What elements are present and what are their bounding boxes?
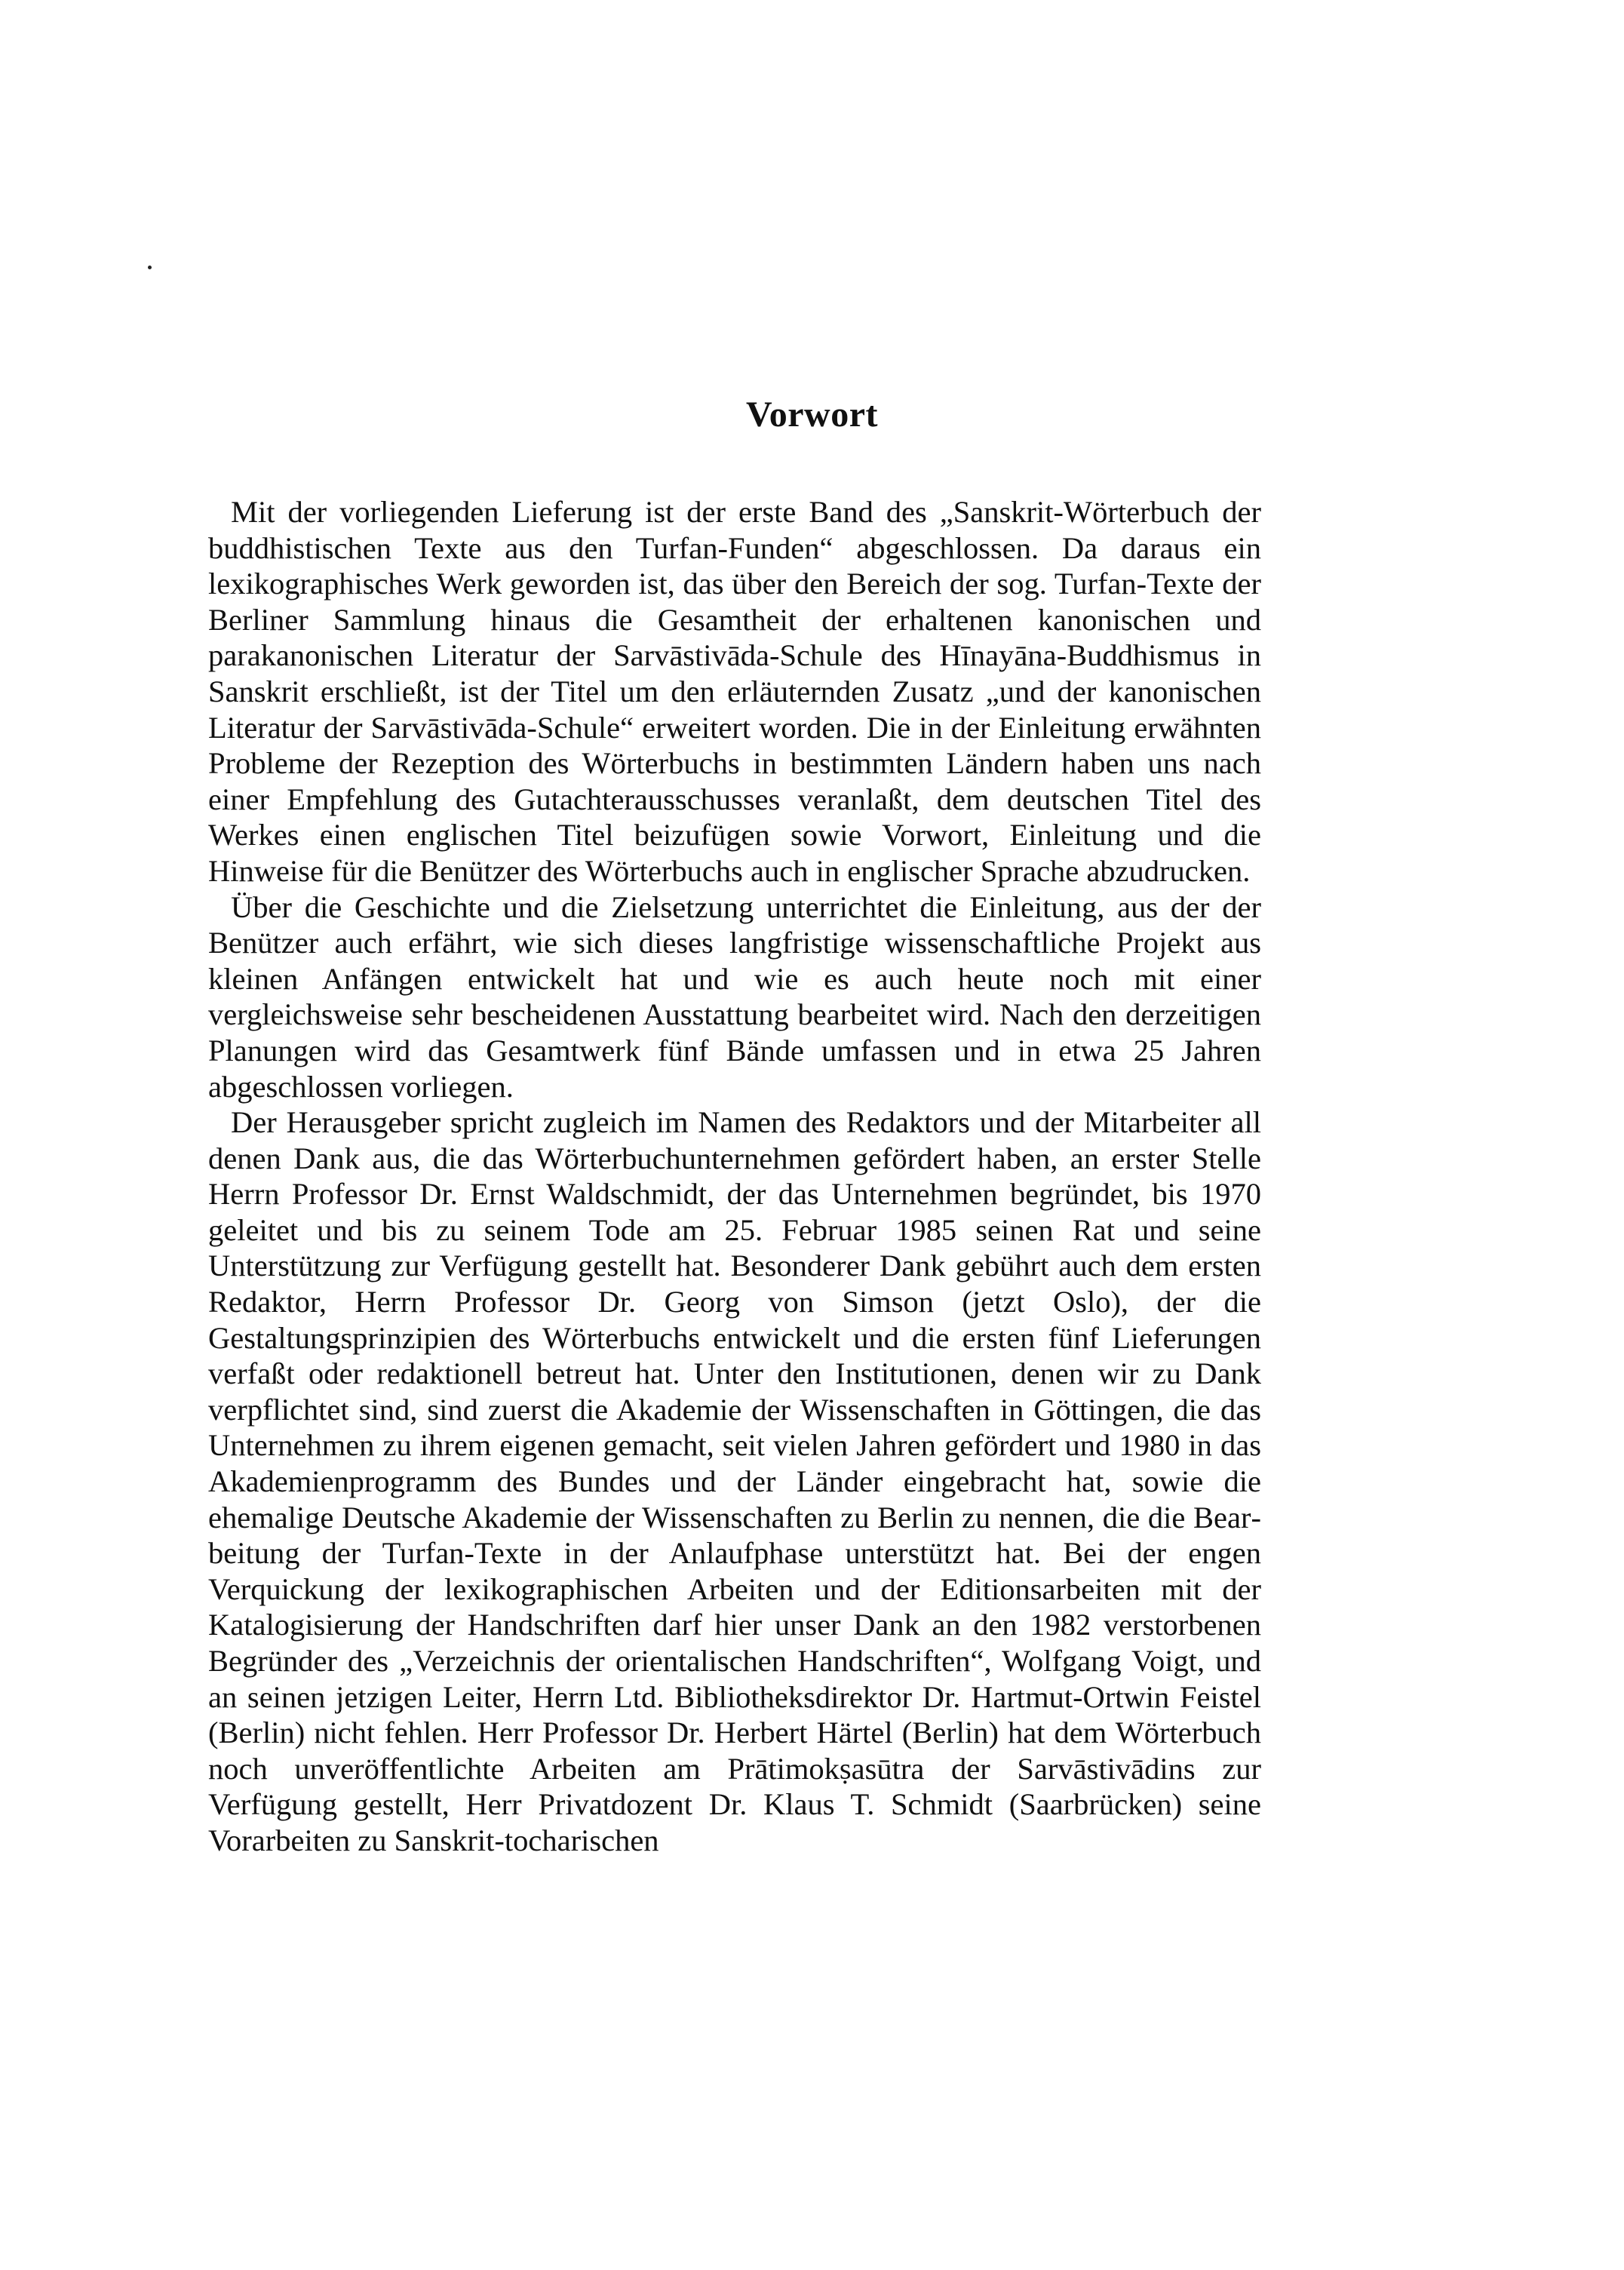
scan-speck: [148, 266, 152, 269]
paragraph-3: Der Herausgeber spricht zugleich im Namen des Redaktors und der Mitarbeiter all denen Dank aus, die das Wörterbuchunternehmen gefördert haben, an erster Stelle Herrn Professor Dr. Ernst Waldschmidt, der das Unternehmen begründet, bis 1970 geleitet und bis zu seinem Tode am 25. Februar 1985 seinen Rat und seine Unterstützung zur Verfügung gestellt hat. Besonderer Dank gebührt auch dem ersten Redaktor, Herrn Professor Dr. Georg von Simson (jetzt Oslo), der die Gestaltungsprinzipien des Wörterbuchs entwickelt und die ersten fünf Lieferungen verfaßt oder redaktionell betreut hat. Unter den Institutionen, denen wir zu Dank verpflichtet sind, sind zuerst die Akademie der Wissenschaften in Göttingen, die das Unternehmen zu ihrem eigenen gemacht, seit vielen Jahren gefördert und 1980 in das Akademienprogramm des Bundes und der Länder eingebracht hat, sowie die ehemalige Deutsche Akademie der Wissenschaften zu Berlin zu nennen, die die Bearbeitung der Turfan-Texte in der Anlaufphase unterstützt hat. Bei der engen Verquickung der lexikographischen Arbeiten und der Editionsarbeiten mit der Katalogisierung der Handschriften darf hier unser Dank an den 1982 verstorbenen Begründer des „Verzeichnis der orientalischen Handschriften“, Wolfgang Voigt, und an seinen jetzigen Leiter, Herrn Ltd. Bibliotheksdirektor Dr. Hartmut-Ortwin Feistel (Berlin) nicht fehlen. Herr Professor Dr. Herbert Härtel (Berlin) hat dem Wörterbuch noch unveröffentlichte Arbeiten am Prātimokṣasūtra der Sarvāstivādins zur Verfügung gestellt, Herr Privatdozent Dr. Klaus T. Schmidt (Saarbrücken) seine Vorarbeiten zu Sanskrit-tocharischen: [208, 1105, 1261, 1857]
page-title: Vorwort: [745, 395, 878, 435]
paragraph-2: Über die Geschichte und die Zielsetzung unterrichtet die Einleitung, aus der der Benützer auch erfährt, wie sich dieses langfristige wissenschaftliche Projekt aus kleinen Anfängen entwickelt hat und wie es auch heute noch mit einer vergleichsweise sehr bescheidenen Ausstattung bearbeitet wird. Nach den derzeitigen Planungen wird das Gesamtwerk fünf Bände umfassen und in etwa 25 Jahren abgeschlossen vorliegen.: [208, 889, 1261, 1104]
page-bottom-margin: [0, 2262, 1624, 2270]
paragraph-1: Mit der vorliegenden Lieferung ist der erste Band des „Sanskrit-Wörterbuch der buddhistischen Texte aus den Turfan-Funden“ abgeschlossen. Da daraus ein lexikographisches Werk geworden ist, das über den Bereich der sog. Turfan-Texte der Berliner Sammlung hinaus die Gesamtheit der erhaltenen kanonischen und parakanonischen Literatur der Sarvāstivāda-Schule des Hīnayāna-Buddhismus in Sanskrit erschließt, ist der Titel um den erläuternden Zusatz „und der kanonischen Literatur der Sarvāstivāda-Schule“ erweitert worden. Die in der Einleitung erwähnten Probleme der Rezeption des Wörterbuchs in bestimmten Ländern haben uns nach einer Empfehlung des Gutachterausschusses veranlaßt, dem deutschen Titel des Werkes einen englischen Titel beizufügen sowie Vorwort, Einleitung und die Hinweise für die Benützer des Wörterbuchs auch in englischer Sprache abzudrucken.: [208, 495, 1261, 888]
body-text: [208, 494, 1261, 1859]
